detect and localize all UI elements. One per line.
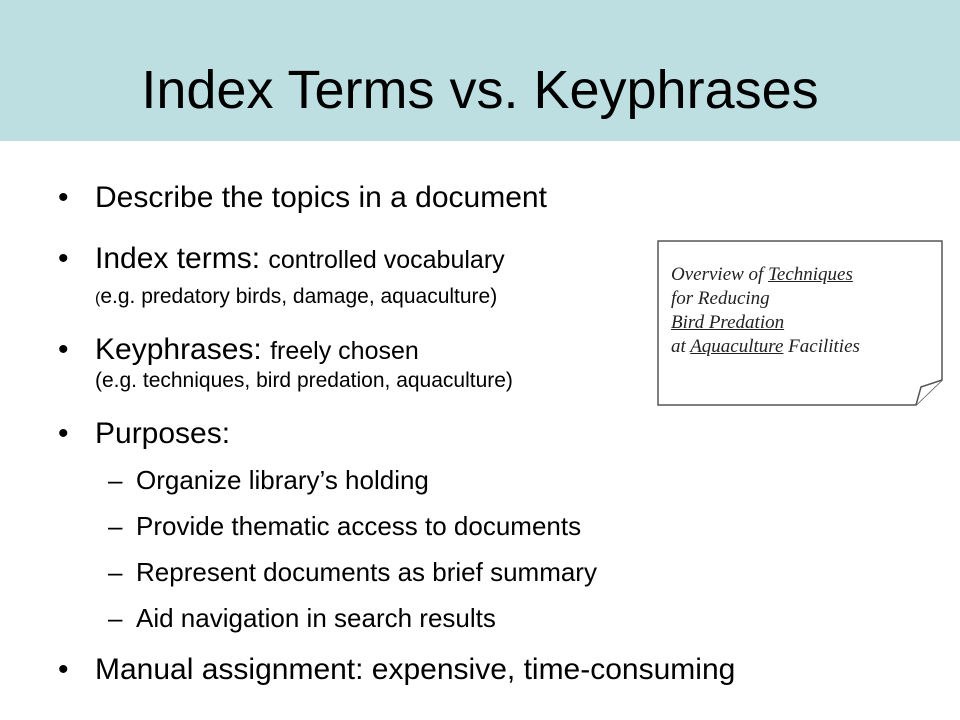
purpose-text: Provide thematic access to documents	[136, 511, 582, 541]
purpose-text: Aid navigation in search results	[136, 603, 496, 633]
dash-glyph: –	[108, 557, 123, 587]
bullet-detail: freely chosen	[270, 337, 419, 365]
paren-open: (	[95, 290, 101, 307]
dash-glyph: –	[108, 511, 123, 541]
bullet-heading: Index terms:	[95, 242, 269, 275]
bullet-dot: •	[58, 181, 69, 214]
slide-title: Index Terms vs. Keyphrases	[141, 60, 819, 120]
bullet-dot: •	[58, 417, 69, 450]
note-text-span: Facilities	[783, 336, 860, 357]
note-text	[671, 263, 860, 359]
bullet-text: Purposes:	[95, 417, 231, 450]
bullet-dot: •	[58, 333, 69, 366]
note-text-span: at	[671, 336, 691, 357]
document-note	[657, 240, 943, 406]
purpose-text: Represent documents as brief summary	[136, 557, 597, 587]
bullet-text: Describe the topics in a document	[95, 181, 547, 214]
bullet-detail: controlled vocabulary	[268, 246, 505, 274]
dash-glyph: –	[108, 465, 123, 495]
bullet-dot: •	[58, 242, 69, 275]
bullet-text	[95, 333, 419, 368]
note-keyword: Techniques	[768, 264, 853, 285]
bullet-text	[95, 242, 505, 277]
dash-glyph: –	[108, 603, 123, 633]
note-line: for Reducing	[671, 288, 770, 309]
note-line	[671, 263, 860, 287]
bullet-heading: Keyphrases:	[95, 333, 271, 366]
note-text-span: Overview of	[671, 264, 769, 285]
note-keyword: Bird Predation	[671, 312, 785, 333]
example-text: e.g. predatory birds, damage, aquaculture)	[100, 285, 498, 308]
note-line	[671, 335, 860, 359]
keyphrases-example: (e.g. techniques, bird predation, aquaculture)	[95, 369, 513, 392]
purpose-text: Organize library’s holding	[136, 465, 429, 495]
bullet-text: Manual assignment: expensive, time-consuming	[95, 653, 736, 686]
bullet-dot: •	[58, 653, 69, 686]
note-keyword: Aquaculture	[690, 336, 784, 357]
index-terms-example	[95, 284, 497, 312]
